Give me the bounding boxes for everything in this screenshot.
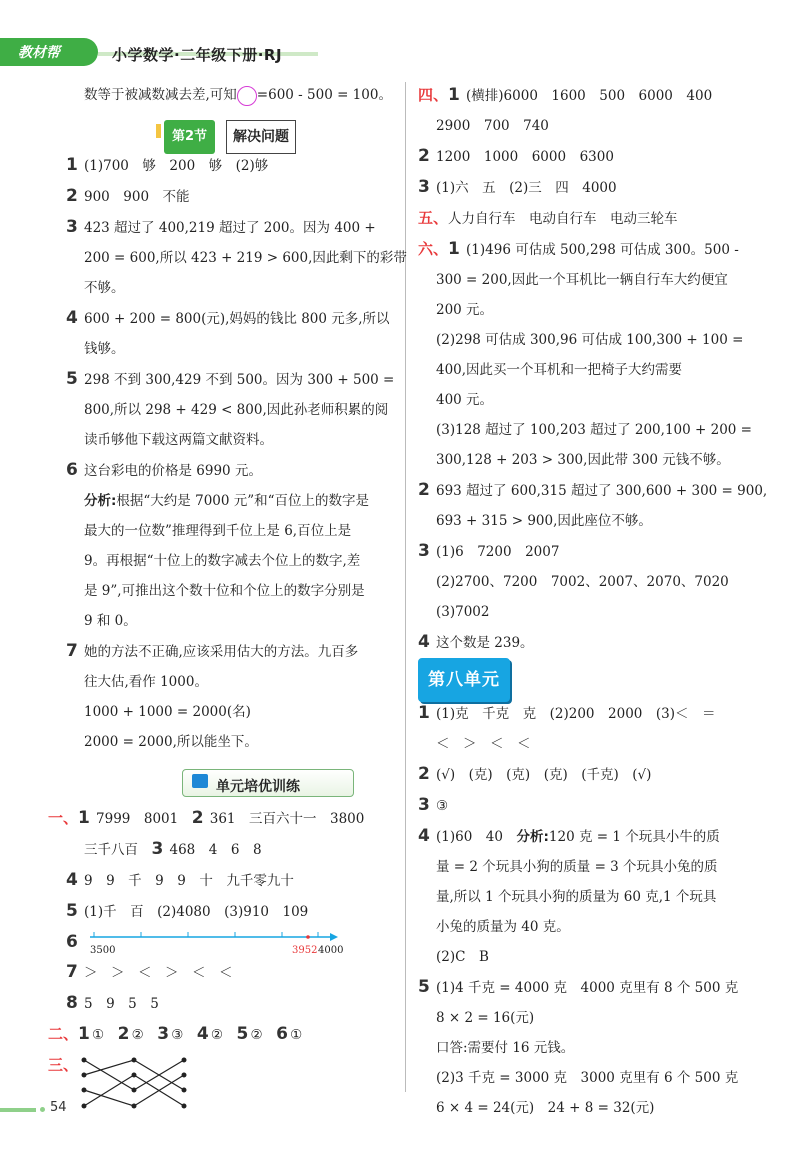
text: 数等于被减数减去差,可知 [84,87,237,103]
text: 三千八百 [84,842,138,858]
text: (1)60 40 [436,829,517,845]
answer-line [66,988,396,1019]
match-dot [82,1104,87,1109]
section-number: 一、 [48,809,79,827]
match-line [84,1060,134,1090]
answer-line [418,698,753,729]
answer-line [66,957,396,988]
analysis-line: 是 9”,可推出这个数十位和个位上的数字分别是 [84,583,365,599]
question-number: 3 [157,1024,170,1044]
match-dot [132,1058,137,1063]
answer-line: 小兔的质量为 40 克。 [436,919,570,935]
analysis-line: 9。再根据“十位上的数字减去个位上的数字,差 [84,553,361,569]
answer-line: 300,128 + 203 > 300,因此带 300 元钱不够。 [436,452,730,468]
number-line-arrow-icon [330,933,338,941]
answer-line [418,790,753,821]
question-number: 1 [448,239,460,259]
text: (√) (克) (克) (克) (千克) (√) [436,767,652,783]
text: 423 超过了 400,219 超过了 200。因为 400 + [84,220,376,236]
answer-line: 读币够他下载这两篇文献资料。 [84,432,273,448]
analysis-label: 分析: [516,829,549,845]
text: (1)496 可估成 500,298 可估成 300。500 - [466,242,739,258]
match-dot [82,1088,87,1093]
question-number: 1 [418,703,430,723]
text: 这台彩电的价格是 6990 元。 [84,463,262,479]
question-number: 2 [191,808,204,828]
text: ＞ ＞ ＜ ＞ ＜ ＜ [84,965,233,981]
matching-row [48,1050,396,1110]
match-dot [132,1073,137,1078]
answer-line [66,455,396,486]
answer-line [418,627,753,658]
answer-line: 1000 + 1000 = 2000(名) [84,704,251,720]
answer-line [418,759,753,790]
question-number: 6 [66,460,78,480]
column-divider [405,82,406,1092]
text: 7999 8001 [96,811,179,827]
answer-line: 800,所以 298 + 429 < 800,因此孙老师积累的阅 [84,402,389,418]
section-number: 二、 [48,1025,79,1043]
answer-line [66,181,396,212]
header-badge-text: 教材帮 [18,45,60,61]
text: (1)克 千克 克 (2)200 2000 (3)＜ ＝ [436,706,716,722]
tick-label: 3500 [90,945,116,956]
text: 人力自行车 电动自行车 电动三轮车 [448,211,678,227]
question-number: 7 [66,641,78,661]
text: 693 超过了 600,315 超过了 300,600 + 300 = 900, [436,483,768,499]
question-number: 6 [66,932,78,952]
text: 这个数是 239。 [436,635,534,651]
answer-line: 8 × 2 = 16(元) [436,1010,535,1026]
answer-line [66,865,396,896]
answer-line [66,303,396,334]
match-line [84,1090,134,1106]
text: (1)6 7200 2007 [436,544,560,560]
text-line [66,80,396,110]
analysis-line [66,486,396,516]
banner-title: 单元培优训练 [216,779,300,795]
match-dot [132,1088,137,1093]
answer-line: 2000 = 2000,所以能坐下。 [84,734,258,750]
answer-line: 6 × 4 = 24(元) 24 + 8 = 32(元) [436,1100,655,1116]
question-number: 1 [448,85,460,105]
text: 600 + 200 = 800(元),妈妈的钱比 800 元多,所以 [84,311,390,327]
match-dot [132,1104,137,1109]
match-dot [182,1104,187,1109]
question-number: 3 [66,217,78,237]
answer-line [418,172,753,203]
section-number: 六、 [418,240,449,258]
answer-line: 200 = 600,所以 423 + 219 > 600,因此剩下的彩带 [84,250,407,266]
answer-line: (2)3 千克 = 3000 克 3000 克里有 6 个 500 克 [436,1070,739,1086]
question-number: 5 [418,977,430,997]
match-dot [82,1058,87,1063]
text: 根据“大约是 7000 元”和“百位上的数字是 [116,493,370,509]
question-number: 4 [196,1024,209,1044]
question-number: 3 [418,541,430,561]
text: ③ [436,798,449,814]
answer-line: 口答:需要付 16 元钱。 [436,1040,575,1056]
text: 361 三百六十一 3800 [209,811,365,827]
text: (1)4 千克 = 4000 克 4000 克里有 8 个 500 克 [436,980,739,996]
question-number: 8 [66,993,78,1013]
question-number: 2 [66,186,78,206]
text: 900 900 不能 [84,189,190,205]
question-number: 3 [418,795,430,815]
answer-line [418,80,753,111]
question-number: 1 [78,1024,90,1044]
right-column [418,80,768,1123]
answer-line: (2)2700、7200 7002、2007、2070、7020 [436,574,729,590]
text: 9 9 千 9 9 十 九千零九十 [84,873,294,889]
text: (1)700 够 200 够 (2)够 [84,158,269,174]
match-dot [182,1058,187,1063]
answer-line [418,141,753,172]
answer-line [48,1019,396,1050]
unit-header [418,658,753,698]
answer-line [418,234,753,265]
analysis-label: 分析: [84,493,117,509]
question-number: 2 [418,764,430,784]
text: ① [92,1027,105,1043]
answer-line [66,212,396,243]
answer-line [48,803,396,834]
question-number: 1 [78,808,90,828]
answer-line: ＜ ＞ ＜ ＜ [436,736,531,752]
match-dot [182,1073,187,1078]
header-badge [0,38,98,66]
text: ② [250,1027,263,1043]
number-line-row [66,927,396,957]
match-dot [82,1073,87,1078]
text: ③ [171,1027,184,1043]
unit-training-header [66,761,396,801]
answer-line [418,821,753,852]
answer-line [66,834,396,865]
analysis-line: 9 和 0。 [84,613,137,629]
tick-label: 4000 [318,945,344,956]
question-number: 1 [66,155,78,175]
match-dot [182,1088,187,1093]
section-badge: 第2节 [164,120,215,154]
section-header [66,114,396,148]
text: 298 不到 300,429 不到 500。因为 300 + 500 = [84,372,395,388]
page-title: 小学数学·二年级下册·RJ [112,46,283,64]
question-number: 2 [117,1024,130,1044]
answer-line: (2)C B [436,949,489,965]
question-number: 4 [418,826,430,846]
match-line [84,1075,134,1106]
text: ② [210,1027,223,1043]
page-number-dot [40,1107,45,1112]
text: ② [131,1027,144,1043]
text: (1)六 五 (2)三 四 4000 [436,180,617,196]
section-number: 三、 [48,1056,79,1074]
answer-line [66,896,396,927]
answer-line: 200 元。 [436,302,494,318]
question-number: 5 [236,1024,249,1044]
answer-circle-icon [237,86,257,106]
page-number-bar [0,1108,36,1112]
question-number: 3 [418,177,430,197]
question-number: 2 [418,480,430,500]
text: 468 4 6 8 [169,842,262,858]
number-line-point [306,935,310,939]
answer-line [418,203,753,234]
section-label: 解决问题 [226,120,296,154]
answer-line: 不够。 [84,280,125,296]
section-number: 四、 [418,86,449,104]
answer-line: (3)128 超过了 100,203 超过了 200,100 + 200 = [436,422,752,438]
answer-line: 300 = 200,因此一个耳机比一辆自行车大约便宜 [436,272,728,288]
section-number: 五、 [418,209,449,227]
answer-line: 往大估,看作 1000。 [84,674,208,690]
question-number: 6 [276,1024,288,1044]
answer-line: 400 元。 [436,392,494,408]
answer-line: 量,所以 1 个玩具小狗的质量为 60 克,1 个玩具 [436,889,717,905]
chart-icon [192,774,208,788]
answer-line [418,536,753,567]
answer-line: 400,因此买一个耳机和一把椅子大约需要 [436,362,683,378]
question-number: 3 [151,839,164,859]
text: 120 克 = 1 个玩具小牛的质 [548,829,720,845]
answer-line [418,475,768,506]
tick-label: 3952 [292,945,318,956]
question-number: 4 [66,308,78,328]
question-number: 4 [418,632,430,652]
question-number: 4 [66,870,78,890]
text: 5 9 5 5 [84,996,159,1012]
unit-training-banner [182,767,352,797]
unit-title: 第八单元 [418,658,510,702]
text: ① [290,1027,303,1043]
text: (横排)6000 1600 500 6000 400 [466,88,713,104]
answer-line: 钱够。 [84,341,125,357]
answer-line: (2)298 可估成 300,96 可估成 100,300 + 100 = [436,332,744,348]
page-number: 54 [50,1100,67,1115]
answer-line [66,150,396,181]
match-line [84,1060,134,1075]
question-number: 2 [418,146,430,166]
text: 她的方法不正确,应该采用估大的方法。九百多 [84,644,359,660]
text: =600 - 500 = 100。 [256,87,392,103]
answer-line [418,972,753,1003]
text: 1200 1000 6000 6300 [436,149,614,165]
question-number: 5 [66,901,78,921]
answer-line: 量 = 2 个玩具小狗的质量 = 3 个玩具小兔的质 [436,859,718,875]
answer-line [66,636,396,667]
question-number: 5 [66,369,78,389]
matching-diagram [78,1054,228,1114]
number-line [86,927,346,957]
analysis-line: 最大的一位数”推理得到千位上是 6,百位上是 [84,523,352,539]
answer-line: 2900 700 740 [436,118,549,134]
answer-line [66,364,396,395]
question-number: 7 [66,962,78,982]
text: (1)千 百 (2)4080 (3)910 109 [84,904,309,920]
answer-line: 693 + 315 > 900,因此座位不够。 [436,513,652,529]
answer-line: (3)7002 [436,604,490,620]
